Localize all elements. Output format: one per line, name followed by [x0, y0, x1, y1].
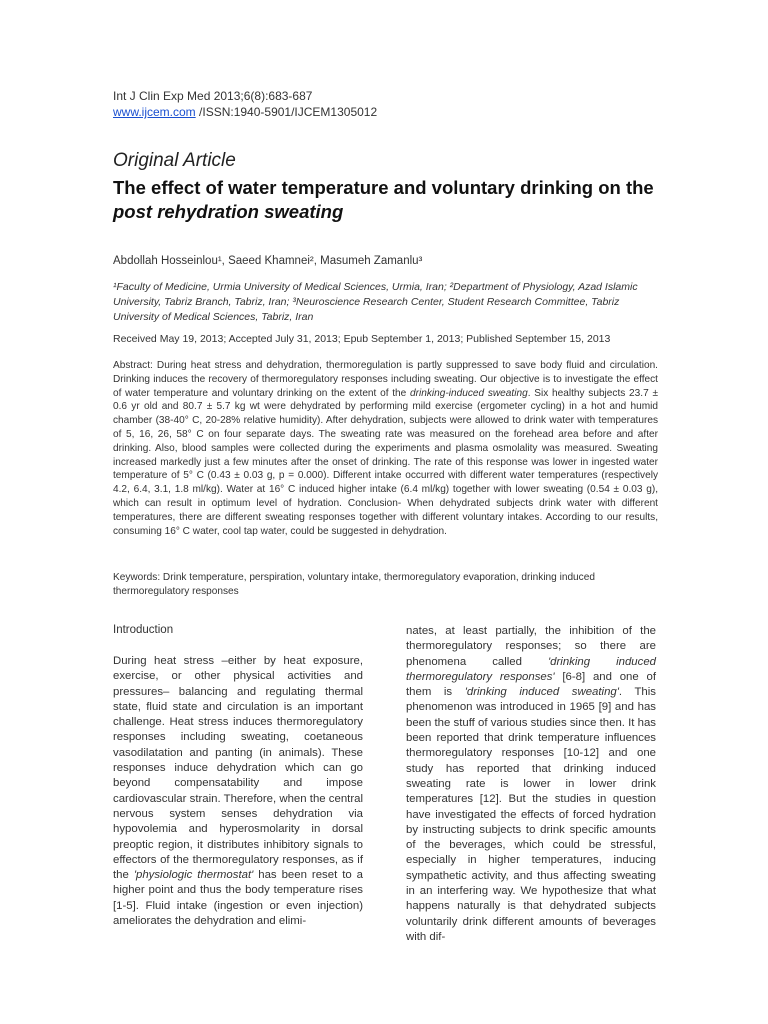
abstract-italic: drinking-induced sweating — [410, 387, 528, 399]
title-italic: post rehydration sweating — [113, 201, 344, 222]
journal-website-link[interactable]: www.ijcem.com — [113, 105, 196, 119]
abstract — [113, 359, 658, 538]
article-type: Original Article — [113, 150, 236, 171]
section-heading-introduction: Introduction — [113, 624, 174, 636]
affiliations: ¹Faculty of Medicine, Urmia University of Medical Sciences, Urmia, Iran; ²Department of Physiology, Azad Islamic University, Tabriz Branch, Tabriz, Iran; ³Neuroscience Research Center, Student Research Committee, Tabriz University of Medical Sciences, Tabriz, Iran — [113, 281, 638, 323]
left-text-2: has been reset to a higher point and thus the body temperature rises [1-5]. Fluid intake (ingestion or even injection) ameliorates the dehydration and elimi- — [113, 869, 364, 928]
journal-issn: /ISSN:1940-5901/IJCEM1305012 — [199, 105, 378, 119]
abstract-label: Abstract: — [113, 360, 153, 371]
right-italic-2: 'drinking induced sweating' — [464, 686, 619, 699]
article-title — [113, 176, 673, 224]
left-italic-1: 'physiologic thermostat' — [133, 869, 254, 882]
journal-header — [113, 88, 377, 120]
keywords-text: Drink temperature, perspiration, voluntary intake, thermoregulatory evaporation, drinking induced thermoregulatory responses — [113, 572, 595, 597]
right-text-3: . This phenomenon was introduced in 1965 [9] and has been the stuff of various studies since then. It has been reported that drink temperature influences thermoregulatory responses [10-12] and one study has reported that drinking induced sweating rate is lower in lower drink temperatures [12]. But the studies in question have investigated the effects of forced hydration by instructing subjects to drink specific amounts of the beverages, which could be stressful, especially in higher temperatures, inducing sympathetic activity, and thus affecting sweating in an interfering way. We hypothesize that what happens naturally is that dehydrated subjects voluntarily drink different amounts of beverages with dif- — [406, 686, 656, 943]
journal-citation: Int J Clin Exp Med 2013;6(8):683-687 — [113, 89, 313, 103]
right-italic-1: 'drinking induced thermoregulatory responses' — [406, 655, 656, 683]
right-text-2: [6-8] and one of them is — [406, 670, 656, 699]
publication-dates: Received May 19, 2013; Accepted July 31, 2013; Epub September 1, 2013; Published September 15, 2013 — [113, 333, 611, 345]
journal-links — [113, 104, 377, 120]
body-column-left — [113, 654, 363, 929]
author-list: Abdollah Hosseinlou¹, Saeed Khamnei², Masumeh Zamanlu³ — [113, 255, 423, 267]
intro-paragraph-1 — [113, 654, 363, 929]
title-text: The effect of water temperature and voluntary drinking on the — [113, 177, 654, 198]
keywords-label: Keywords: — [113, 572, 161, 583]
abstract-text-2: . Six healthy subjects 23.7 ± 0.6 yr old and 80.7 ± 5.7 kg wt were dehydrated by performing mild exercise (ergometer cycling) in a hot and humid chamber (38-40° C, 20-28% relative humidity). After dehydration, subjects were allowed to drink water with temperatures of 5, 16, 26, 58° C on four separate days. The sweating rate was measured on the forehead area before and after drinking. Also, blood samples were collected during the experiments and plasma osmolality was measured. Sweating increased markedly just a few minutes after the onset of drinking. The rate of this response was lower in ingested water temperature of 5° C (0.43 ± 0.03 g, p = 0.000). Different intake occurred with different water temperatures (respectively 4.2, 6.4, 3.1, 1.8 ml/kg). Water at 16° C induced higher intake (6.4 ml/kg) together with lower sweating (0.54 ± 0.03 g), which can result in optimum level of hydration. Conclusion- When dehydrated subjects drink water with different temperatures, there are different sweating responses together with different voluntary intakes. According to our results, consuming 16° C water, cool tap water, could be suggested in dehydration. — [113, 387, 658, 537]
right-text-1: nates, at least partially, the inhibition of the thermoregulatory responses; so there are phenomena called — [406, 625, 656, 668]
abstract-text-1: During heat stress and dehydration, thermoregulation is partly suppressed to save body fluid and circulation. Drinking induces the recovery of thermoregulatory responses including sweating. Our objective is to investigate the effect of water temperature and voluntary drinking on the extent of the — [113, 360, 658, 399]
body-column-right — [406, 624, 656, 945]
left-text-1: During heat stress –either by heat exposure, exercise, or other physical activities and pressures– balancing and regulating thermal state, fluid state and circulation is an important challenge. Heat stress induces thermoregulatory responses including sweating, coetaneous vasodilatation and panting (in animals). These responses induce dehydration which can go beyond compensatability and impose cardiovascular strain. Therefore, when the central nervous system senses dehydration via hypovolemia and hyperosmolarity in dorsal preoptic region, it distributes inhibitory signals to effectors of the thermoregulatory responses, as if the — [113, 655, 363, 882]
keywords — [113, 571, 658, 599]
intro-paragraph-2 — [406, 624, 656, 945]
